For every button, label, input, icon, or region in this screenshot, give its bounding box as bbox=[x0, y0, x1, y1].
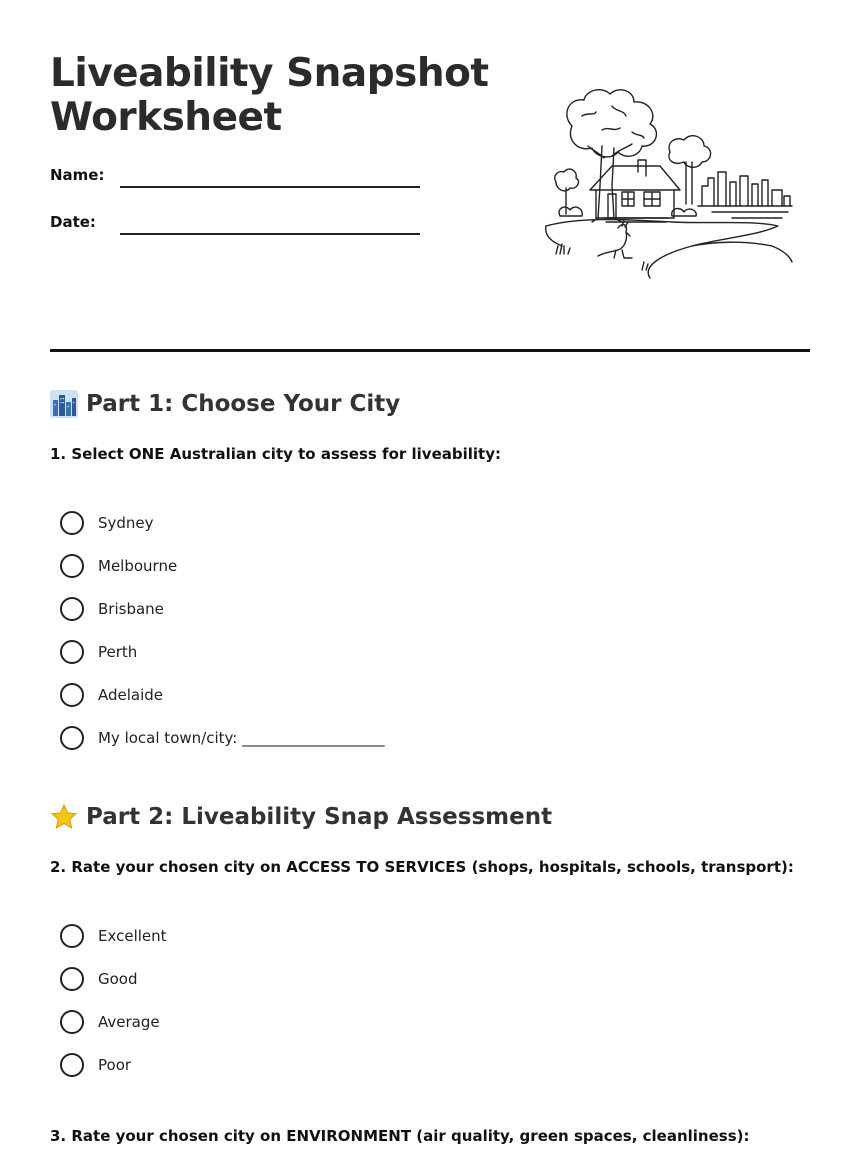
name-label: Name: bbox=[50, 166, 105, 184]
option-poor[interactable] bbox=[60, 1052, 131, 1078]
star-icon bbox=[50, 803, 78, 831]
date-label: Date: bbox=[50, 213, 96, 231]
option-label: Average bbox=[98, 1013, 160, 1031]
radio-button[interactable] bbox=[60, 640, 84, 664]
cityscape-icon bbox=[50, 390, 78, 418]
radio-button[interactable] bbox=[60, 511, 84, 535]
name-field[interactable] bbox=[50, 166, 430, 196]
option-adelaide[interactable] bbox=[60, 682, 163, 708]
house-tree-illustration bbox=[542, 86, 794, 286]
option-sydney[interactable] bbox=[60, 510, 154, 536]
option-label: Adelaide bbox=[98, 686, 164, 704]
option-label: Good bbox=[98, 970, 138, 988]
part1-title: Part 1: Choose Your City bbox=[86, 391, 401, 417]
name-input-line[interactable] bbox=[120, 186, 420, 188]
radio-button[interactable] bbox=[60, 597, 84, 621]
date-field[interactable] bbox=[50, 213, 430, 243]
option-label: Excellent bbox=[98, 927, 167, 945]
option-good[interactable] bbox=[60, 966, 138, 992]
radio-button[interactable] bbox=[60, 554, 84, 578]
section-divider bbox=[50, 349, 810, 352]
option-label: Brisbane bbox=[98, 600, 164, 618]
radio-button[interactable] bbox=[60, 924, 84, 948]
option-average[interactable] bbox=[60, 1009, 160, 1035]
radio-button[interactable] bbox=[60, 726, 84, 750]
page-title: Liveability Snapshot Worksheet bbox=[50, 51, 489, 140]
option-perth[interactable] bbox=[60, 639, 137, 665]
option-label: My local town/city: ___________________ bbox=[98, 729, 385, 747]
radio-button[interactable] bbox=[60, 1010, 84, 1034]
radio-button[interactable] bbox=[60, 1053, 84, 1077]
option-excellent[interactable] bbox=[60, 923, 167, 949]
part2-title: Part 2: Liveability Snap Assessment bbox=[86, 804, 553, 830]
part1-heading bbox=[50, 388, 400, 420]
radio-button[interactable] bbox=[60, 967, 84, 991]
option-label: Melbourne bbox=[98, 557, 178, 575]
radio-button[interactable] bbox=[60, 683, 84, 707]
option-label: Sydney bbox=[98, 514, 154, 532]
option-brisbane[interactable] bbox=[60, 596, 164, 622]
part2-heading bbox=[50, 801, 552, 833]
option-melbourne[interactable] bbox=[60, 553, 177, 579]
date-input-line[interactable] bbox=[120, 233, 420, 235]
question-2: 2. Rate your chosen city on ACCESS TO SERVICES (shops, hospitals, schools, transport): bbox=[50, 858, 794, 876]
question-3: 3. Rate your chosen city on ENVIRONMENT (air quality, green spaces, cleanliness): bbox=[50, 1127, 750, 1145]
option-label: Perth bbox=[98, 643, 138, 661]
question-1: 1. Select ONE Australian city to assess for liveability: bbox=[50, 445, 501, 463]
option-local-town[interactable] bbox=[60, 725, 385, 751]
option-label: Poor bbox=[98, 1056, 132, 1074]
